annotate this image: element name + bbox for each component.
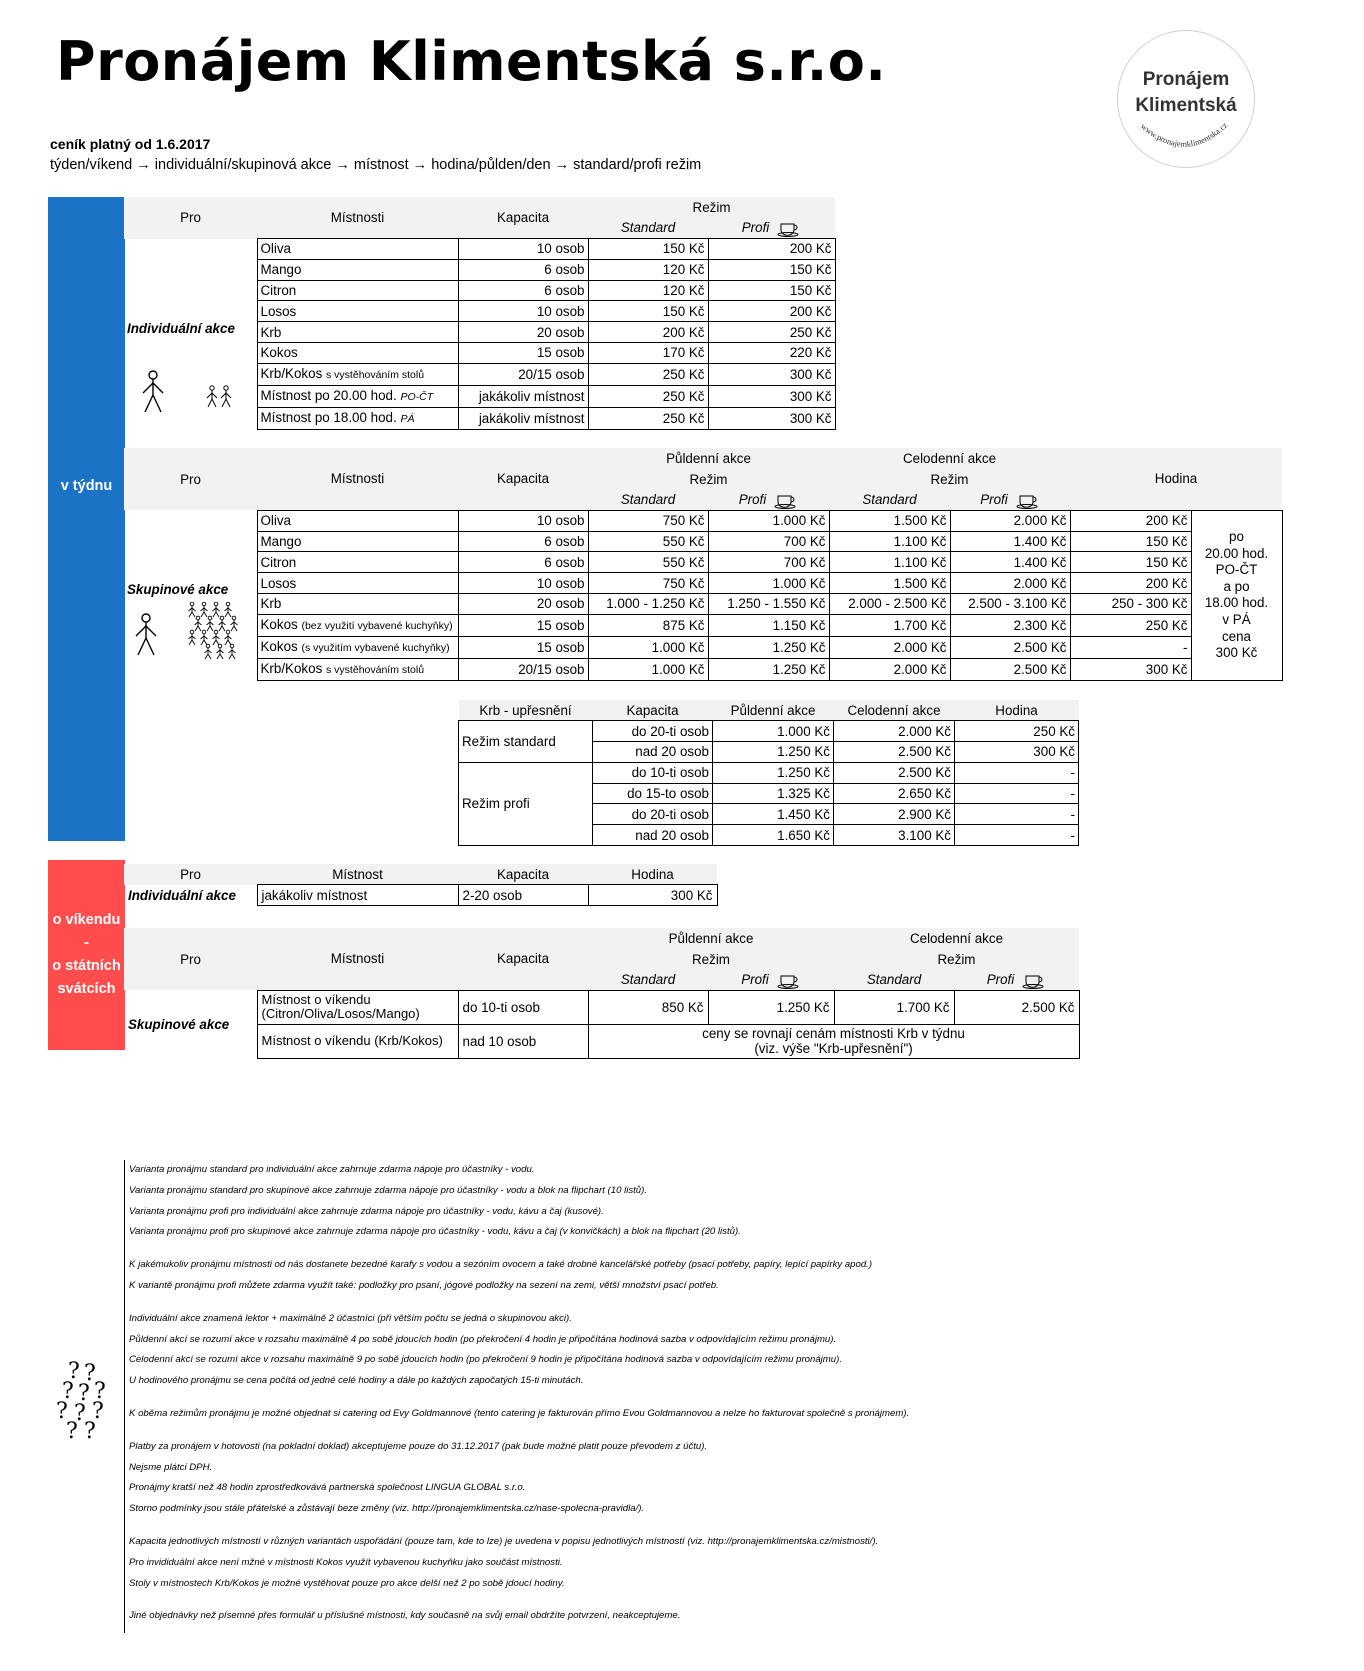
room-name: Citron	[257, 280, 458, 301]
header-pro: Pro	[124, 864, 257, 885]
page-title: Pronájem Klimentská s.r.o.	[56, 30, 887, 93]
room-note: s vystěhováním stolů	[326, 368, 425, 381]
price-standard: 250 Kč	[588, 385, 708, 407]
krb-capacity: do 20-ti osob	[593, 804, 713, 825]
price-standard: 120 Kč	[588, 280, 708, 301]
room-note: (s využitím vybavené kuchyňky)	[301, 641, 450, 654]
note-line: Pronájmy kratší než 48 hodin zprostředkovává partnerská společnost LINGUA GLOBAL s.r.o.	[129, 1482, 526, 1494]
room-capacity: 6 osob	[458, 552, 588, 573]
half-day-profi: 700 Kč	[708, 531, 829, 552]
weekend-group-table	[124, 928, 1080, 1059]
room-capacity: 10 osob	[458, 239, 588, 260]
header-pro: Pro	[124, 928, 257, 990]
group-week-table	[124, 448, 1283, 681]
room-capacity: jakákoliv místnost	[458, 385, 588, 407]
note-line: Individuální akce znamená lektor + maximálně 2 účastníci (při větším počtu se jedná o skupinovou akci).	[129, 1312, 572, 1324]
hour-price: 200 Kč	[1070, 573, 1191, 594]
header-mode: Režim	[588, 197, 835, 218]
notes-paragraph	[129, 1532, 1124, 1594]
evening-price-note: po 20.00 hod. PO-ČT a po 18.00 hod. v PÁ cena 300 Kč	[1191, 510, 1282, 680]
note-line: Kapacita jednotlivých místností v různých variantách uspořádání (pouze tam, kde to lze) je uvedena v popisu jednotlivých místností (viz. http://pronajemklimentska.cz/mistnosti/).	[129, 1535, 879, 1547]
room-capacity: 10 osob	[458, 510, 588, 531]
header-full-profi: Profi	[950, 490, 1070, 511]
header-pro: Pro	[124, 448, 257, 510]
label-group: Skupinové akce	[128, 1016, 230, 1032]
room-capacity: 15 osob	[458, 636, 588, 658]
full-day-profi: 2.000 Kč	[950, 573, 1070, 594]
note-line: U hodinového pronájmu se cena počítá od jedné celé hodiny a dále po každých započatých 15-ti minutách.	[129, 1375, 584, 1387]
logo-url: www.pronajemklimentska.cz	[1138, 119, 1230, 149]
svg-text:?: ?	[62, 1379, 74, 1404]
coffee-cup-icon	[777, 221, 801, 237]
full-day-profi: 1.400 Kč	[950, 531, 1070, 552]
price-profi: 300 Kč	[708, 407, 835, 429]
note-line: Stoly v místnostech Krb/Kokos je možné vystěhovat pouze pro akce delší než 2 po sobě jdoucí hodiny.	[129, 1577, 565, 1589]
half-day-standard: 1.000 Kč	[588, 636, 708, 658]
weekend-room: jakákoliv místnost	[257, 885, 458, 906]
svg-text:?: ?	[92, 1399, 104, 1424]
price-profi: 220 Kč	[708, 343, 835, 364]
krb-hour-price: -	[955, 804, 1079, 825]
weekend-krb-note: ceny se rovnají cenám místnosti Krb v týdnu (viz. výše "Krb-upřesnění")	[588, 1024, 1079, 1058]
note-line: Storno podmínky jsou stále přátelské a zůstávají beze změny (viz. http://pronajemklimentska.cz/nase-spolecna-pravidla/).	[129, 1503, 645, 1515]
room-capacity: 20 osob	[458, 594, 588, 615]
half-day-profi: 700 Kč	[708, 552, 829, 573]
notes-paragraph	[129, 1437, 1124, 1520]
coffee-cup-icon	[1016, 493, 1040, 509]
krb-header-hour: Hodina	[955, 700, 1079, 721]
coffee-cup-icon	[1022, 973, 1046, 989]
full-day-standard: 1.100 Kč	[829, 552, 950, 573]
room-capacity: 20/15 osob	[458, 363, 588, 385]
weekend-hour-price: 300 Kč	[588, 885, 717, 906]
note-line: Půldenní akcí se rozumí akce v rozsahu maximálně 4 po sobě jdoucích hodin (po překročení 4 hodin je připočítána hodinová sazba v odpovídajícím režimu pronájmu).	[129, 1333, 837, 1345]
mode-profi-label: Režim profi	[459, 762, 593, 845]
krb-hour-price: -	[955, 825, 1079, 846]
krb-header-capacity: Kapacita	[593, 700, 713, 721]
header-full-standard: Standard	[829, 490, 950, 511]
header-capacity: Kapacita	[458, 864, 588, 885]
krb-half-price: 1.650 Kč	[713, 825, 834, 846]
notes-paragraph	[129, 1160, 1124, 1243]
krb-full-price: 3.100 Kč	[834, 825, 955, 846]
header-half-day: Půldenní akce	[588, 448, 829, 469]
krb-header-full: Celodenní akce	[834, 700, 955, 721]
notes-paragraph	[129, 1309, 1124, 1392]
note-line: Varianta pronájmu profi pro individuální akce zahrnuje zdarma nápoje pro účastníky - vodu, kávu a čaj (kusové).	[129, 1205, 604, 1217]
hour-price: 150 Kč	[1070, 552, 1191, 573]
side-label-week: v týdnu	[48, 197, 125, 841]
hour-price: 150 Kč	[1070, 531, 1191, 552]
room-name: Krb	[257, 322, 458, 343]
krb-full-price: 2.500 Kč	[834, 742, 955, 763]
weekend-capacity: 2-20 osob	[458, 885, 588, 906]
full-day-profi: 2.500 Kč	[950, 658, 1070, 680]
price-standard: 170 Kč	[588, 343, 708, 364]
valid-from-text: ceník platný od 1.6.2017	[50, 136, 211, 152]
table-row	[124, 594, 1282, 615]
header-half-mode: Režim	[588, 949, 834, 970]
room-capacity: 20 osob	[458, 322, 588, 343]
note-line: Nejsme plátci DPH.	[129, 1461, 213, 1473]
header-profi: Profi	[708, 218, 835, 239]
svg-text:?: ?	[66, 1419, 78, 1440]
notes-paragraph	[129, 1404, 1124, 1425]
table-row	[124, 636, 1282, 658]
weekend-full-standard: 1.700 Kč	[834, 990, 954, 1024]
header-rooms: Místnosti	[257, 197, 458, 239]
room-capacity: 6 osob	[458, 280, 588, 301]
price-standard: 150 Kč	[588, 239, 708, 260]
svg-text:?: ?	[56, 1399, 68, 1424]
krb-capacity: do 20-ti osob	[593, 721, 713, 742]
weekend-full-profi: 2.500 Kč	[954, 990, 1079, 1024]
price-profi: 150 Kč	[708, 280, 835, 301]
weekend-group-room: Místnost o víkendu (Citron/Oliva/Losos/Mango)	[257, 990, 458, 1024]
label-individual: Individuální akce	[128, 887, 236, 903]
room-name: Místnost po 20.00 hod. PO-ČT	[257, 385, 458, 407]
note-line: Varianta pronájmu profi pro skupinové akce zahrnuje zdarma nápoje pro účastníky - vodu, kávu a čaj (v konvičkách) a blok na flipchart (20 listů).	[129, 1226, 741, 1238]
header-room: Místnost	[257, 864, 458, 885]
label-group: Skupinové akce	[127, 582, 229, 598]
room-note: PÁ	[400, 412, 415, 425]
header-full-profi: Profi	[954, 970, 1079, 991]
half-day-profi: 1.250 - 1.550 Kč	[708, 594, 829, 615]
header-rooms: Místnosti	[257, 448, 458, 510]
krb-capacity: do 15-to osob	[593, 783, 713, 804]
krb-hour-price: 300 Kč	[955, 742, 1079, 763]
hour-price: 200 Kč	[1070, 510, 1191, 531]
company-logo	[1117, 30, 1255, 168]
header-hour: Hodina	[1070, 448, 1282, 510]
header-capacity: Kapacita	[458, 928, 588, 990]
table-row	[124, 658, 1282, 680]
svg-text:?: ?	[74, 1401, 86, 1426]
label-individual: Individuální akce	[127, 320, 235, 336]
krb-hour-price: -	[955, 783, 1079, 804]
svg-text:?: ?	[84, 1419, 96, 1440]
header-half-day: Půldenní akce	[588, 928, 834, 949]
price-standard: 120 Kč	[588, 259, 708, 280]
room-note: s vystěhováním stolů	[326, 663, 425, 676]
side-label-weekend: o víkendu - o státních svátcích	[48, 860, 125, 1050]
full-day-profi: 1.400 Kč	[950, 552, 1070, 573]
krb-capacity: do 10-ti osob	[593, 762, 713, 783]
full-day-standard: 1.100 Kč	[829, 531, 950, 552]
table-row	[124, 239, 835, 260]
header-full-day: Celodenní akce	[829, 448, 1070, 469]
price-profi: 250 Kč	[708, 322, 835, 343]
full-day-standard: 1.700 Kč	[829, 614, 950, 636]
header-full-day: Celodenní akce	[834, 928, 1079, 949]
room-capacity: jakákoliv místnost	[458, 407, 588, 429]
weekend-group-room: Místnost o víkendu (Krb/Kokos)	[257, 1024, 458, 1058]
coffee-cup-icon	[774, 493, 798, 509]
header-capacity: Kapacita	[458, 448, 588, 510]
header-half-profi: Profi	[708, 490, 829, 511]
room-name: Místnost po 18.00 hod. PÁ	[257, 407, 458, 429]
header-capacity: Kapacita	[458, 197, 588, 239]
half-day-profi: 1.250 Kč	[708, 636, 829, 658]
krb-header-half: Půldenní akce	[713, 700, 834, 721]
price-profi: 200 Kč	[708, 239, 835, 260]
room-name: Mango	[257, 531, 458, 552]
krb-hour-price: 250 Kč	[955, 721, 1079, 742]
room-name: Citron	[257, 552, 458, 573]
half-day-profi: 1.000 Kč	[708, 573, 829, 594]
half-day-standard: 550 Kč	[588, 531, 708, 552]
half-day-standard: 1.000 - 1.250 Kč	[588, 594, 708, 615]
krb-full-price: 2.000 Kč	[834, 721, 955, 742]
full-day-standard: 2.000 Kč	[829, 658, 950, 680]
room-capacity: 6 osob	[458, 531, 588, 552]
price-profi: 200 Kč	[708, 301, 835, 322]
table-row	[124, 552, 1282, 573]
price-profi: 300 Kč	[708, 363, 835, 385]
table-row	[459, 721, 1079, 742]
room-name: Oliva	[257, 239, 458, 260]
krb-detail-table	[458, 700, 1079, 846]
hour-price: 300 Kč	[1070, 658, 1191, 680]
hour-price: -	[1070, 636, 1191, 658]
room-capacity: 6 osob	[458, 259, 588, 280]
note-line: K jakémukoliv pronájmu místnosti od nás dostanete bezedné karafy s vodou a sezóním ovocem a také drobné kancelářské potřeby (psací potřeby, papíry, lepící papírky apod.)	[129, 1259, 873, 1271]
svg-text:www.pronajemklimentska.cz	[1139, 120, 1230, 149]
mode-standard-label: Režim standard	[459, 721, 593, 763]
half-day-standard: 750 Kč	[588, 573, 708, 594]
logo-name: Pronájem Klimentská	[1135, 69, 1237, 116]
room-name: Losos	[257, 301, 458, 322]
note-line: Varianta pronájmu standard pro skupinové akce zahrnuje zdarma nápoje pro účastníky - vodu a blok na flipchart (10 listů).	[129, 1184, 647, 1196]
half-day-standard: 875 Kč	[588, 614, 708, 636]
krb-half-price: 1.325 Kč	[713, 783, 834, 804]
header-full-standard: Standard	[834, 970, 954, 991]
half-day-profi: 1.000 Kč	[708, 510, 829, 531]
weekend-half-profi: 1.250 Kč	[708, 990, 834, 1024]
room-name: Kokos (bez využití vybavené kuchyňky)	[257, 614, 458, 636]
hour-price: 250 - 300 Kč	[1070, 594, 1191, 615]
notes-paragraph	[129, 1255, 1124, 1297]
full-day-profi: 2.500 - 3.100 Kč	[950, 594, 1070, 615]
table-row	[124, 531, 1282, 552]
krb-capacity: nad 20 osob	[593, 825, 713, 846]
price-profi: 300 Kč	[708, 385, 835, 407]
room-name: Kokos	[257, 343, 458, 364]
room-name: Kokos (s využitím vybavené kuchyňky)	[257, 636, 458, 658]
header-half-standard: Standard	[588, 490, 708, 511]
half-day-standard: 550 Kč	[588, 552, 708, 573]
room-name: Oliva	[257, 510, 458, 531]
table-row	[124, 573, 1282, 594]
weekend-individual-table	[124, 864, 718, 906]
note-line: Jiné objednávky než písemné přes formulář u příslušné místnosti, kdy současně na svůj email obdržíte potvrzení, neakceptujeme.	[129, 1610, 681, 1622]
krb-full-price: 2.500 Kč	[834, 762, 955, 783]
room-name: Krb	[257, 594, 458, 615]
svg-text:?: ?	[84, 1361, 96, 1386]
room-note: PO-ČT	[400, 390, 434, 403]
header-half-mode: Režim	[588, 469, 829, 490]
half-day-standard: 750 Kč	[588, 510, 708, 531]
krb-full-price: 2.650 Kč	[834, 783, 955, 804]
krb-half-price: 1.250 Kč	[713, 762, 834, 783]
krb-full-price: 2.900 Kč	[834, 804, 955, 825]
full-day-standard: 2.000 - 2.500 Kč	[829, 594, 950, 615]
room-capacity: 15 osob	[458, 614, 588, 636]
header-full-mode: Režim	[829, 469, 1070, 490]
room-capacity: 20/15 osob	[458, 658, 588, 680]
half-day-profi: 1.150 Kč	[708, 614, 829, 636]
notes-paragraph	[129, 1606, 1124, 1627]
room-capacity: 10 osob	[458, 573, 588, 594]
full-day-standard: 2.000 Kč	[829, 636, 950, 658]
room-name: Krb/Kokos s vystěhováním stolů	[257, 363, 458, 385]
selection-path-text: týden/víkend → individuální/skupinová akce → místnost → hodina/půlden/den → standard/profi režim	[50, 157, 702, 173]
krb-hour-price: -	[955, 762, 1079, 783]
coffee-cup-icon	[777, 973, 801, 989]
header-standard: Standard	[588, 218, 708, 239]
note-line: Varianta pronájmu standard pro individuální akce zahrnuje zdarma nápoje pro účastníky - vodu.	[129, 1164, 535, 1175]
table-row	[459, 762, 1079, 783]
price-standard: 250 Kč	[588, 407, 708, 429]
krb-header-label: Krb - upřesnění	[459, 700, 593, 721]
half-day-profi: 1.250 Kč	[708, 658, 829, 680]
krb-half-price: 1.450 Kč	[713, 804, 834, 825]
room-name: Losos	[257, 573, 458, 594]
price-profi: 150 Kč	[708, 259, 835, 280]
full-day-profi: 2.000 Kč	[950, 510, 1070, 531]
table-row	[124, 510, 1282, 531]
krb-half-price: 1.000 Kč	[713, 721, 834, 742]
price-standard: 250 Kč	[588, 363, 708, 385]
weekend-group-capacity: do 10-ti osob	[458, 990, 588, 1024]
table-row	[124, 614, 1282, 636]
weekend-half-standard: 850 Kč	[588, 990, 708, 1024]
krb-half-price: 1.250 Kč	[713, 742, 834, 763]
note-line: Pro invididuální akce není mžné v místnosti Kokos využít vybavenou kuchyňku jako součást místnosti.	[129, 1556, 563, 1568]
logo-url-arc	[1118, 31, 1256, 169]
half-day-standard: 1.000 Kč	[588, 658, 708, 680]
weekend-group-capacity: nad 10 osob	[458, 1024, 588, 1058]
svg-text:?: ?	[68, 1359, 80, 1384]
individual-week-table	[124, 197, 836, 430]
note-line: Platby za pronájem v hotovosti (na pokladní doklad) akceptujeme pouze do 31.12.2017 (pak bude možné platit pouze převodem z účtu).	[129, 1440, 708, 1452]
price-standard: 200 Kč	[588, 322, 708, 343]
header-rooms: Místnosti	[257, 928, 458, 990]
hour-price: 250 Kč	[1070, 614, 1191, 636]
full-day-profi: 2.300 Kč	[950, 614, 1070, 636]
notes-section	[124, 1160, 1124, 1633]
room-capacity: 10 osob	[458, 301, 588, 322]
room-name: Krb/Kokos s vystěhováním stolů	[257, 658, 458, 680]
full-day-profi: 2.500 Kč	[950, 636, 1070, 658]
svg-text:?: ?	[78, 1381, 90, 1406]
note-line: K oběma režimům pronájmu je možné objednat si catering od Evy Goldmannové (tento catering je fakturován přímo Evou Goldmannovou a nelze ho fakturovat společně s pronájmem).	[129, 1407, 910, 1419]
room-note: (bez využití vybavené kuchyňky)	[301, 619, 453, 632]
krb-capacity: nad 20 osob	[593, 742, 713, 763]
full-day-standard: 1.500 Kč	[829, 573, 950, 594]
note-line: K variantě pronájmu profi můžete zdarma využít také: podložky pro psaní, jógové podložky na sezení na zemi, větší množství psací potřeb.	[129, 1279, 719, 1291]
header-half-standard: Standard	[588, 970, 708, 991]
room-capacity: 15 osob	[458, 343, 588, 364]
room-name: Mango	[257, 259, 458, 280]
header-half-profi: Profi	[708, 970, 834, 991]
header-hour: Hodina	[588, 864, 717, 885]
header-full-mode: Režim	[834, 949, 1079, 970]
full-day-standard: 1.500 Kč	[829, 510, 950, 531]
price-standard: 150 Kč	[588, 301, 708, 322]
header-pro: Pro	[124, 197, 257, 239]
note-line: Celodenní akcí se rozumí akce v rozsahu maximálně 9 po sobě jdoucích hodin (po překročení 9 hodin je připočítána hodinová sazba v odpovídajícím režimu pronájmu).	[129, 1354, 842, 1366]
svg-text:?: ?	[94, 1379, 106, 1404]
question-marks-icon	[54, 1358, 114, 1440]
